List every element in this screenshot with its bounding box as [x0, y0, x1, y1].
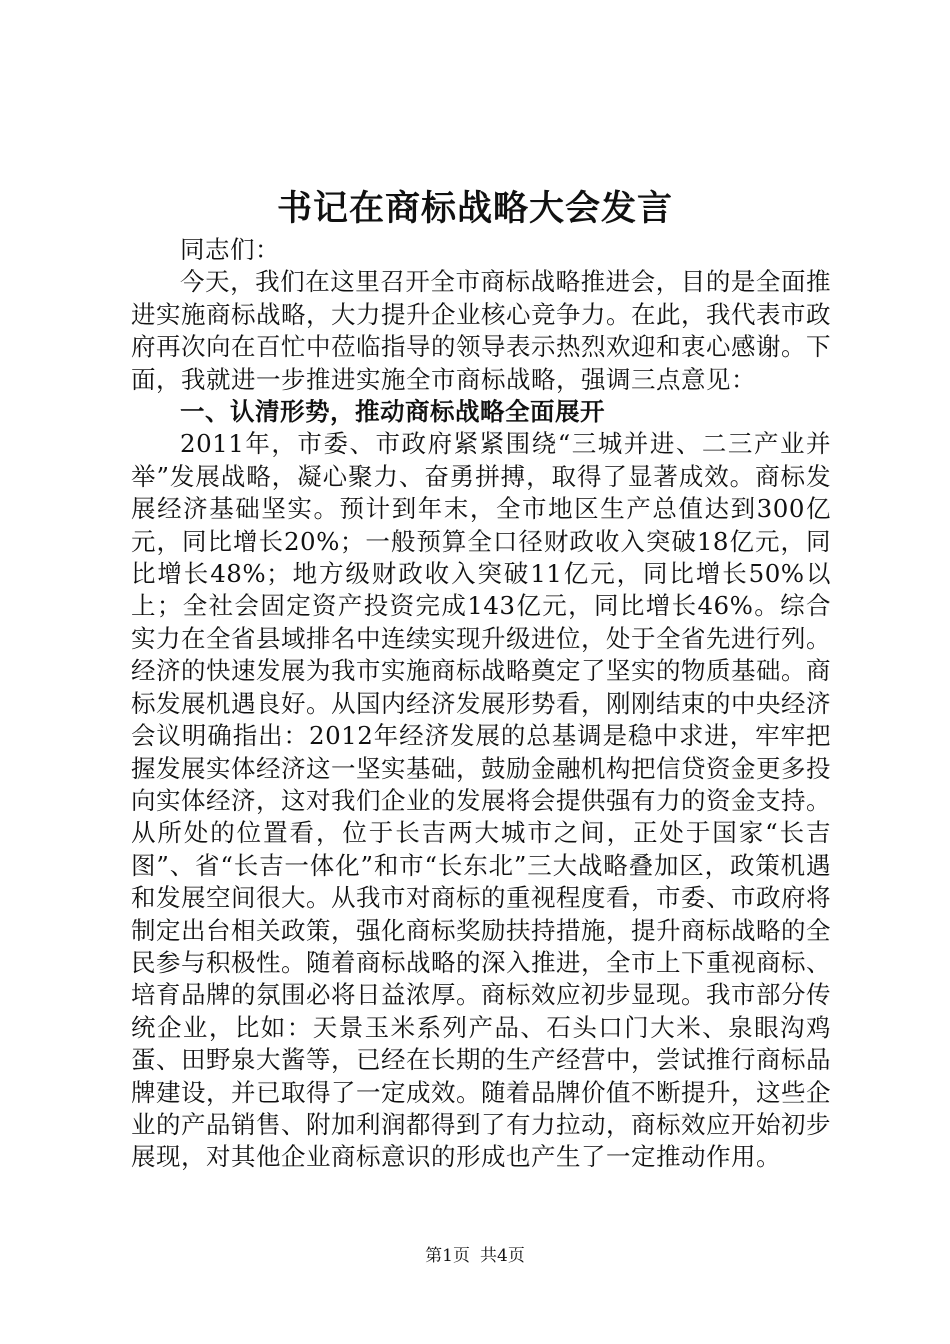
document-title: 书记在商标战略大会发言	[276, 188, 673, 229]
body-paragraph: 2011年，市委、市政府紧紧围绕“三城并进、二三产业并举”发展战略，凝心聚力、奋勇拼搏，取得了显著成效。商标发展经济基础坚实。预计到年末，全市地区生产总值达到300亿元，同比增长20%；一般预算全口径财政收入突破18亿元，同比增长48%；地方级财政收入突破11亿元，同比增长50%以上；全社会固定资产投资完成143亿元，同比增长46%。综合实力在全省县域排名中连续实现升级进位，处于全省先进行列。经济的快速发展为我市实施商标战略奠定了坚实的物质基础。商标发展机遇良好。从国内经济发展形势看，刚刚结束的中央经济会议明确指出：2012年经济发展的总基调是稳中求进，牢牢把握发展实体经济这一坚实基础，鼓励金融机构把信贷资金更多投向实体经济，这对我们企业的发展将会提供强有力的资金支持。从所处的位置看，位于长吉两大城市之间，正处于国家“长吉图”、省“长吉一体化”和市“长东北”三大战略叠加区，政策机遇和发展空间很大。从我市对商标的重视程度看，市委、市政府将制定出台相关政策，强化商标奖励扶持措施，提升商标战略的全民参与积极性。随着商标战略的深入推进，全市上下重视商标、培育品牌的氛围必将日益浓厚。商标效应初步显现。我市部分传统企业，比如：天景玉米系列产品、石头口门大米、泉眼沟鸡蛋、田野泉大酱等，已经在长期的生产经营中，尝试推行商标品牌建设，并已取得了一定成效。随着品牌价值不断提升，这些企业的产品销售、附加利润都得到了有力拉动，商标效应开始初步展现，对其他企业商标意识的形成也产生了一定推动作用。	[131, 429, 831, 1172]
page-total: 共4页	[480, 1246, 525, 1266]
page-number: 第1页	[425, 1246, 470, 1266]
page-footer	[0, 1244, 950, 1268]
salutation-paragraph: 同志们：	[180, 235, 280, 264]
document-body	[131, 234, 831, 1174]
intro-paragraph: 今天，我们在这里召开全市商标战略推进会，目的是全面推进实施商标战略，大力提升企业核心竞争力。在此，我代表市政府再次向在百忙中莅临指导的领导表示热烈欢迎和衷心感谢。下面，我就进一步推进实施全市商标战略，强调三点意见：	[131, 267, 831, 394]
section-heading: 一、认清形势，推动商标战略全面展开	[180, 397, 605, 427]
